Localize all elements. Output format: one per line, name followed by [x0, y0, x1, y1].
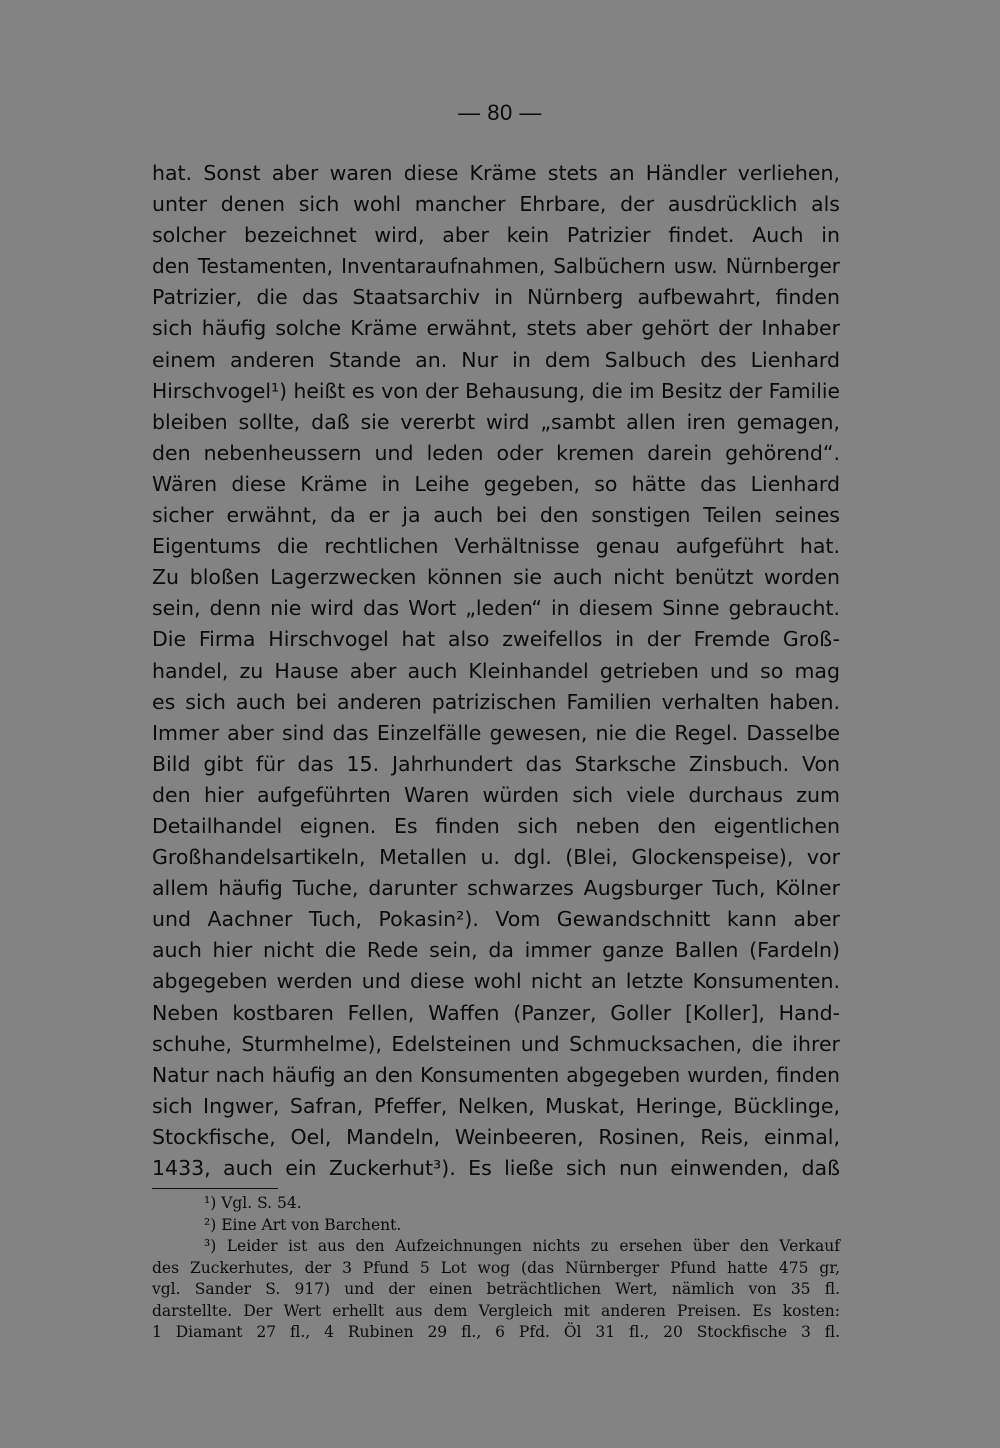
body-line: handel, zu Hause aber auch Kleinhandel getrieben und so mag	[152, 658, 840, 683]
body-line: Bild gibt für das 15. Jahrhundert das Starksche Zinsbuch. Von	[152, 751, 840, 776]
footnotes	[152, 1193, 840, 1344]
body-line: es sich auch bei anderen patrizischen Familien verhalten haben.	[152, 689, 840, 714]
body-line: den Testamenten, Inventaraufnahmen, Salbüchern usw. Nürnberger	[152, 254, 840, 279]
body-line: auch hier nicht die Rede sein, da immer ganze Ballen (Fardeln)	[152, 938, 840, 963]
footnote-3-line: vgl. Sander S. 917) und der einen beträchtlichen Wert, nämlich von 35 fl.	[152, 1280, 840, 1298]
body-line: sein, denn nie wird das Wort „leden“ in diesem Sinne gebraucht.	[152, 596, 840, 621]
body-line: 1433, auch ein Zuckerhut³). Es ließe sich nun einwenden, daß	[152, 1156, 840, 1180]
footnote-3-line: darstellte. Der Wert erhellt aus dem Vergleich mit anderen Preisen. Es kosten:	[152, 1301, 840, 1320]
body-line: Natur nach häufig an den Konsumenten abgegeben wurden, finden	[152, 1062, 840, 1087]
body-line: Die Firma Hirschvogel hat also zweifellos in der Fremde Groß-	[152, 627, 840, 652]
footnote-3-line: des Zuckerhutes, der 3 Pfund 5 Lot wog (das Nürnberger Pfund hatte 475 gr,	[152, 1258, 840, 1277]
body-line: Stockfische, Oel, Mandeln, Weinbeeren, Rosinen, Reis, einmal,	[152, 1124, 840, 1149]
body-line: schuhe, Sturmhelme), Edelsteinen und Schmucksachen, die ihrer	[152, 1031, 840, 1056]
body-line: sich häufig solche Kräme erwähnt, stets aber gehört der Inhaber	[152, 316, 840, 341]
body-line: Wären diese Kräme in Leihe gegeben, so hätte das Lienhard	[152, 471, 840, 496]
body-line: bleiben sollte, daß sie vererbt wird „sambt allen iren gemagen,	[152, 409, 840, 434]
body-line: und Aachner Tuch, Pokasin²). Vom Gewandschnitt kann aber	[152, 907, 840, 932]
footnote-3: ³) Leider ist aus den Aufzeichnungen nichts zu ersehen über den Verkauf	[204, 1237, 840, 1255]
body-line: den nebenheussern und leden oder kremen darein gehörend“.	[152, 440, 840, 465]
body-line: hat. Sonst aber waren diese Kräme stets an Händler verliehen,	[152, 161, 840, 185]
body-line: Eigentums die rechtlichen Verhältnisse genau aufgeführt hat.	[152, 534, 840, 559]
body-line: sich Ingwer, Safran, Pfeffer, Nelken, Muskat, Heringe, Bücklinge,	[152, 1093, 840, 1118]
body-line: Zu bloßen Lagerzwecken können sie auch nicht benützt worden	[152, 565, 840, 590]
body-line: unter denen sich wohl mancher Ehrbare, der ausdrücklich als	[152, 192, 840, 217]
page-number: — 80 —	[458, 100, 542, 125]
body-line: Detailhandel eignen. Es finden sich neben den eigentlichen	[152, 813, 840, 838]
body-text	[152, 158, 840, 1184]
body-line: den hier aufgeführten Waren würden sich viele durchaus zum	[152, 782, 840, 807]
body-line: Hirschvogel¹) heißt es von der Behausung, die im Besitz der Familie	[152, 378, 840, 403]
footnote-3-line: 1 Diamant 27 fl., 4 Rubinen 29 fl., 6 Pfd. Öl 31 fl., 20 Stockfische 3 fl.	[152, 1323, 840, 1341]
body-line: solcher bezeichnet wird, aber kein Patrizier findet. Auch in	[152, 223, 840, 248]
body-line: Neben kostbaren Fellen, Waffen (Panzer, Goller [Koller], Hand-	[152, 1000, 840, 1025]
body-line: einem anderen Stande an. Nur in dem Salbuch des Lienhard	[152, 347, 840, 372]
footnote-separator	[152, 1188, 278, 1189]
body-line: abgegeben werden und diese wohl nicht an letzte Konsumenten.	[152, 969, 840, 994]
body-line: Patrizier, die das Staatsarchiv in Nürnberg aufbewahrt, finden	[152, 285, 840, 310]
body-line: sicher erwähnt, da er ja auch bei den sonstigen Teilen seines	[152, 503, 840, 528]
footnote-2: ²) Eine Art von Barchent.	[204, 1215, 402, 1234]
body-line: allem häufig Tuche, darunter schwarzes Augsburger Tuch, Kölner	[152, 876, 840, 901]
body-line: Immer aber sind das Einzelfälle gewesen, nie die Regel. Dasselbe	[152, 720, 840, 745]
body-line: Großhandelsartikeln, Metallen u. dgl. (Blei, Glockenspeise), vor	[152, 845, 840, 870]
footnote-1: ¹) Vgl. S. 54.	[204, 1194, 302, 1212]
